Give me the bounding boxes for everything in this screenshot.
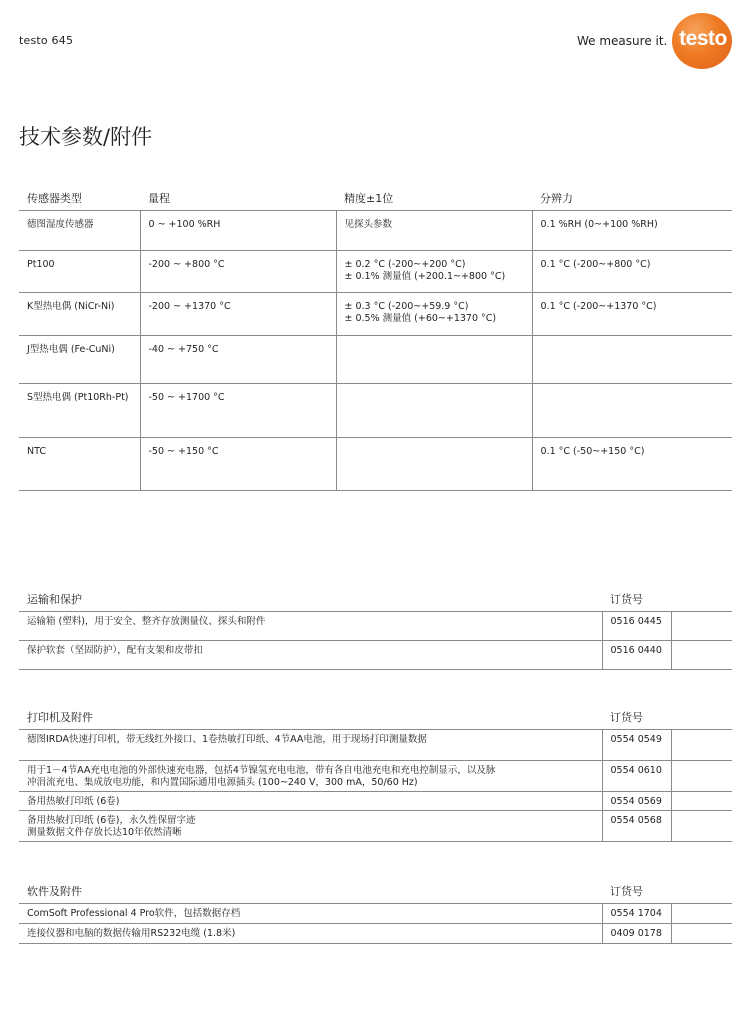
spec-accuracy bbox=[336, 335, 532, 383]
spec-row bbox=[19, 250, 732, 292]
spec-resolution: 0.1 °C (-200~+1370 °C) bbox=[532, 292, 732, 335]
page-title: 技术参数/附件 bbox=[19, 125, 153, 150]
printer-table bbox=[19, 701, 732, 842]
item-description: 运输箱 (塑料)，用于安全、整齐存放测量仪、探头和附件 bbox=[19, 611, 602, 640]
spec-header-range: 量程 bbox=[140, 180, 336, 210]
spec-row bbox=[19, 210, 732, 250]
order-number: 0516 0440 bbox=[602, 640, 671, 669]
spec-header-resolution: 分辨力 bbox=[532, 180, 732, 210]
spec-sensor: S型热电偶 (Pt10Rh-Pt) bbox=[19, 383, 140, 437]
order-number-header: 订货号 bbox=[602, 583, 671, 611]
order-number-header: 订货号 bbox=[602, 701, 671, 729]
spec-header-sensor: 传感器类型 bbox=[19, 180, 140, 210]
spec-resolution bbox=[532, 335, 732, 383]
order-number-header: 订货号 bbox=[602, 875, 671, 903]
spec-sensor: J型热电偶 (Fe-CuNi) bbox=[19, 335, 140, 383]
table-row bbox=[19, 923, 732, 943]
spec-sensor: K型热电偶 (NiCr-Ni) bbox=[19, 292, 140, 335]
logo-text: testo bbox=[679, 27, 727, 50]
spec-row bbox=[19, 383, 732, 437]
item-description bbox=[19, 810, 602, 841]
order-number: 0554 0549 bbox=[602, 729, 671, 760]
spec-range: -200 ~ +800 °C bbox=[140, 250, 336, 292]
spec-accuracy-line: ± 0.5% 测量值 (+60~+1370 °C) bbox=[344, 312, 497, 324]
order-number: 0554 1704 bbox=[602, 903, 671, 923]
spec-accuracy-line: ± 0.2 °C (-200~+200 °C) bbox=[344, 258, 466, 270]
item-description bbox=[19, 729, 602, 760]
testo-logo bbox=[672, 13, 732, 69]
spec-accuracy bbox=[336, 437, 532, 490]
spec-sensor: Pt100 bbox=[19, 250, 140, 292]
item-description: 连接仪器和电脑的数据传输用RS232电缆 (1.8米) bbox=[19, 923, 602, 943]
item-description-line: 冲涓流充电、集成放电功能，和内置国际通用电源插头 (100~240 V，300 mA，50/60 Hz) bbox=[27, 776, 418, 788]
document-model-label: testo 645 bbox=[19, 34, 74, 47]
spec-range: -50 ~ +1700 °C bbox=[140, 383, 336, 437]
spec-row bbox=[19, 292, 732, 335]
spec-sensor: NTC bbox=[19, 437, 140, 490]
item-description-line: 测量数据文件存放长达10年依然清晰 bbox=[27, 826, 182, 838]
spec-accuracy bbox=[336, 383, 532, 437]
item-description-line: 备用热敏打印纸 (6卷) bbox=[27, 795, 120, 807]
table-row bbox=[19, 791, 732, 810]
item-description-line: 德图IRDA快速打印机，带无线红外接口、1卷热敏打印纸、4节AA电池，用于现场打印测量数据 bbox=[27, 733, 427, 745]
item-description-line: 用于1－4节AA充电电池的外部快速充电器，包括4节镍氢充电电池，带有各自电池充电和充电控制显示，以及脉 bbox=[27, 764, 496, 776]
spec-header-row bbox=[19, 180, 732, 210]
table-row bbox=[19, 729, 732, 760]
spec-sensor: 德图湿度传感器 bbox=[19, 210, 140, 250]
order-number: 0554 0569 bbox=[602, 791, 671, 810]
item-description bbox=[19, 760, 602, 791]
spec-row bbox=[19, 437, 732, 490]
order-number: 0554 0568 bbox=[602, 810, 671, 841]
spec-accuracy bbox=[336, 250, 532, 292]
table-row bbox=[19, 760, 732, 791]
item-description: ComSoft Professional 4 Pro软件，包括数据存档 bbox=[19, 903, 602, 923]
spec-accuracy-line: ± 0.3 °C (-200~+59.9 °C) bbox=[344, 300, 469, 312]
spec-range: 0 ~ +100 %RH bbox=[140, 210, 336, 250]
spec-resolution: 0.1 °C (-50~+150 °C) bbox=[532, 437, 732, 490]
spec-accuracy-line: ± 0.1% 测量值 (+200.1~+800 °C) bbox=[344, 270, 506, 282]
spec-resolution: 0.1 %RH (0~+100 %RH) bbox=[532, 210, 732, 250]
item-description: 保护软套（坚固防护），配有支架和皮带扣 bbox=[19, 640, 602, 669]
transport-title: 运输和保护 bbox=[19, 583, 602, 611]
spec-range: -40 ~ +750 °C bbox=[140, 335, 336, 383]
software-title: 软件及附件 bbox=[19, 875, 602, 903]
spec-accuracy bbox=[336, 210, 532, 250]
software-table bbox=[19, 875, 732, 944]
table-row bbox=[19, 903, 732, 923]
software-header-row bbox=[19, 875, 732, 903]
spec-accuracy bbox=[336, 292, 532, 335]
item-description-line: 备用热敏打印纸 (6卷)，永久性保留字迹 bbox=[27, 814, 196, 826]
table-row bbox=[19, 640, 732, 669]
order-number: 0409 0178 bbox=[602, 923, 671, 943]
spec-resolution: 0.1 °C (-200~+800 °C) bbox=[532, 250, 732, 292]
brand-slogan: We measure it. bbox=[577, 34, 668, 48]
spec-accuracy-line: 见探头参数 bbox=[344, 218, 393, 230]
order-number: 0516 0445 bbox=[602, 611, 671, 640]
table-row bbox=[19, 611, 732, 640]
spec-header-accuracy: 精度±1位 bbox=[336, 180, 532, 210]
spec-resolution bbox=[532, 383, 732, 437]
printer-title: 打印机及附件 bbox=[19, 701, 602, 729]
item-description bbox=[19, 791, 602, 810]
order-number: 0554 0610 bbox=[602, 760, 671, 791]
transport-header-row bbox=[19, 583, 732, 611]
spec-row bbox=[19, 335, 732, 383]
table-row bbox=[19, 810, 732, 841]
spec-range: -200 ~ +1370 °C bbox=[140, 292, 336, 335]
spec-table bbox=[19, 180, 732, 491]
transport-table bbox=[19, 583, 732, 670]
printer-header-row bbox=[19, 701, 732, 729]
spec-range: -50 ~ +150 °C bbox=[140, 437, 336, 490]
